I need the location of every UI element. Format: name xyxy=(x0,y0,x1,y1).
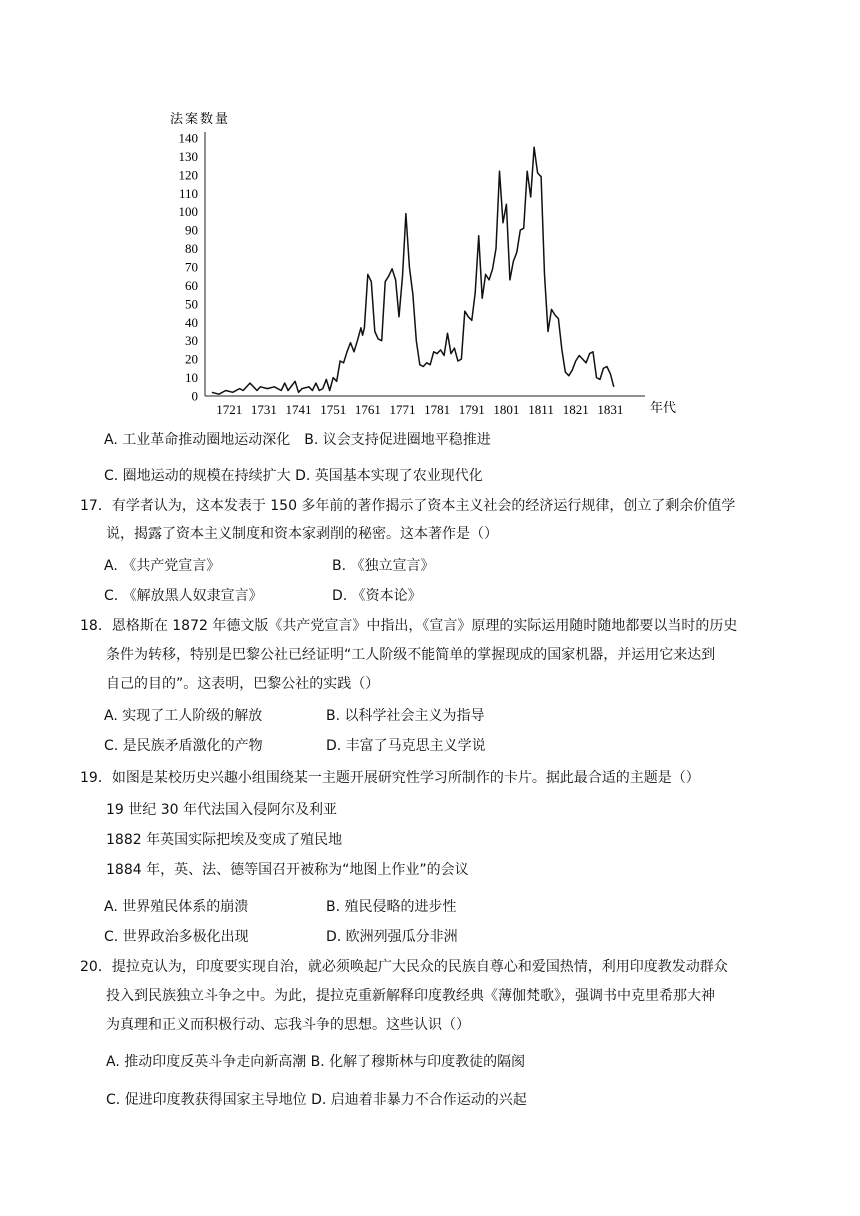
x-tick-label: 1791 xyxy=(458,402,485,417)
x-tick-label: 1761 xyxy=(354,402,381,417)
x-tick-label: 1811 xyxy=(528,402,554,417)
q18-stem-line1: 18．恩格斯在 1872 年德文版《共产党宣言》中指出，《宣言》原理的实际运用随时随地都要以当时的历史 xyxy=(80,618,738,634)
series-line xyxy=(212,147,614,394)
q20-stem-line3: 为真理和正义而积极行动、忘我斗争的思想。这些认识（） xyxy=(106,1017,470,1033)
q19-option-a: A. 世界殖民体系的崩溃 xyxy=(104,899,249,915)
y-tick-label: 130 xyxy=(178,148,198,164)
q17-option-a: A. 《共产党宣言》 xyxy=(104,558,221,574)
y-tick-label: 0 xyxy=(191,388,198,404)
enclosure-acts-line-chart xyxy=(160,104,690,424)
y-tick-label: 100 xyxy=(178,204,198,220)
x-tick-label: 1821 xyxy=(562,402,589,417)
y-tick-label: 80 xyxy=(185,241,198,257)
q20-options-row2: C. 促进印度教获得国家主导地位 D. 启迪着非暴力不合作运动的兴起 xyxy=(106,1092,527,1108)
q18-option-b: B. 以科学社会主义为指导 xyxy=(326,708,485,724)
y-tick-label: 10 xyxy=(185,370,198,386)
q18-stem-line3: 自己的目的”。这表明，巴黎公社的实践（） xyxy=(106,676,380,692)
q17-option-d: D. 《资本论》 xyxy=(332,588,422,604)
y-tick-label: 40 xyxy=(185,314,198,330)
q19-option-c: C. 世界政治多极化出现 xyxy=(104,929,249,945)
q17-stem-line2: 说，揭露了资本主义制度和资本家剥削的秘密。这本著作是（） xyxy=(106,526,498,542)
q18-option-c: C. 是民族矛盾激化的产物 xyxy=(104,738,263,754)
x-tick-label: 1801 xyxy=(493,402,520,417)
x-tick-label: 1751 xyxy=(320,402,347,417)
y-tick-label: 20 xyxy=(185,351,198,367)
q19-option-d: D. 欧洲列强瓜分非洲 xyxy=(326,929,458,945)
x-tick-labels xyxy=(216,402,623,417)
q17-option-b: B. 《独立宣言》 xyxy=(332,558,435,574)
q17-option-c: C. 《解放黑人奴隶宣言》 xyxy=(104,588,263,604)
y-axis-title: 法案数量 xyxy=(170,111,231,126)
y-tick-label: 30 xyxy=(185,333,198,349)
y-tick-label: 120 xyxy=(178,167,198,183)
q19-stem-line1: 19．如图是某校历史兴趣小组围绕某一主题开展研究性学习所制作的卡片。据此最合适的主题是（） xyxy=(80,770,700,786)
y-tick-label: 90 xyxy=(185,222,198,238)
x-axis-title: 年代 xyxy=(650,400,677,415)
q18-option-a: A. 实现了工人阶级的解放 xyxy=(104,708,263,724)
y-tick-label: 50 xyxy=(185,296,198,312)
y-tick-label: 110 xyxy=(178,185,198,201)
x-tick-label: 1721 xyxy=(216,402,243,417)
q18-stem-line2: 条件为转移，特别是巴黎公社已经证明“工人阶级不能简单的掌握现成的国家机器，并运用它来达到 xyxy=(106,647,716,663)
q18-option-d: D. 丰富了马克思主义学说 xyxy=(326,738,486,754)
y-tick-labels xyxy=(179,131,199,404)
q20-stem-line1: 20．提拉克认为，印度要实现自治，就必须唤起广大民众的民族自尊心和爱国热情，利用印度教发动群众 xyxy=(80,959,728,975)
x-tick-label: 1771 xyxy=(389,402,416,417)
y-tick-label: 60 xyxy=(185,277,198,293)
x-tick-label: 1731 xyxy=(250,402,277,417)
q19-card-item2: 1882 年英国实际把埃及变成了殖民地 xyxy=(106,832,343,848)
q16-options-row1: A. 工业革命推动圈地运动深化 B. 议会支持促进圈地平稳推进 xyxy=(104,432,491,448)
q20-options-row1: A. 推动印度反英斗争走向新高潮 B. 化解了穆斯林与印度教徒的隔阂 xyxy=(106,1054,526,1070)
y-tick-label: 140 xyxy=(178,130,198,146)
q19-option-b: B. 殖民侵略的进步性 xyxy=(326,899,457,915)
x-tick-label: 1831 xyxy=(597,402,624,417)
q20-stem-line2: 投入到民族独立斗争之中。为此，提拉克重新解释印度教经典《薄伽梵歌》，强调书中克里希那大神 xyxy=(106,988,715,1004)
x-tick-label: 1781 xyxy=(424,402,451,417)
q19-card-item3: 1884 年，英、法、德等国召开被称为“地图上作业”的会议 xyxy=(106,862,469,878)
q17-stem-line1: 17．有学者认为，这本发表于 150 多年前的著作揭示了资本主义社会的经济运行规律，创立了剩余价值学 xyxy=(80,498,736,514)
q16-options-row2: C. 圈地运动的规模在持续扩大 D. 英国基本实现了农业现代化 xyxy=(104,468,483,484)
x-tick-label: 1741 xyxy=(285,402,312,417)
q19-card-item1: 19 世纪 30 年代法国入侵阿尔及利亚 xyxy=(106,802,337,818)
y-tick-label: 70 xyxy=(185,259,198,275)
